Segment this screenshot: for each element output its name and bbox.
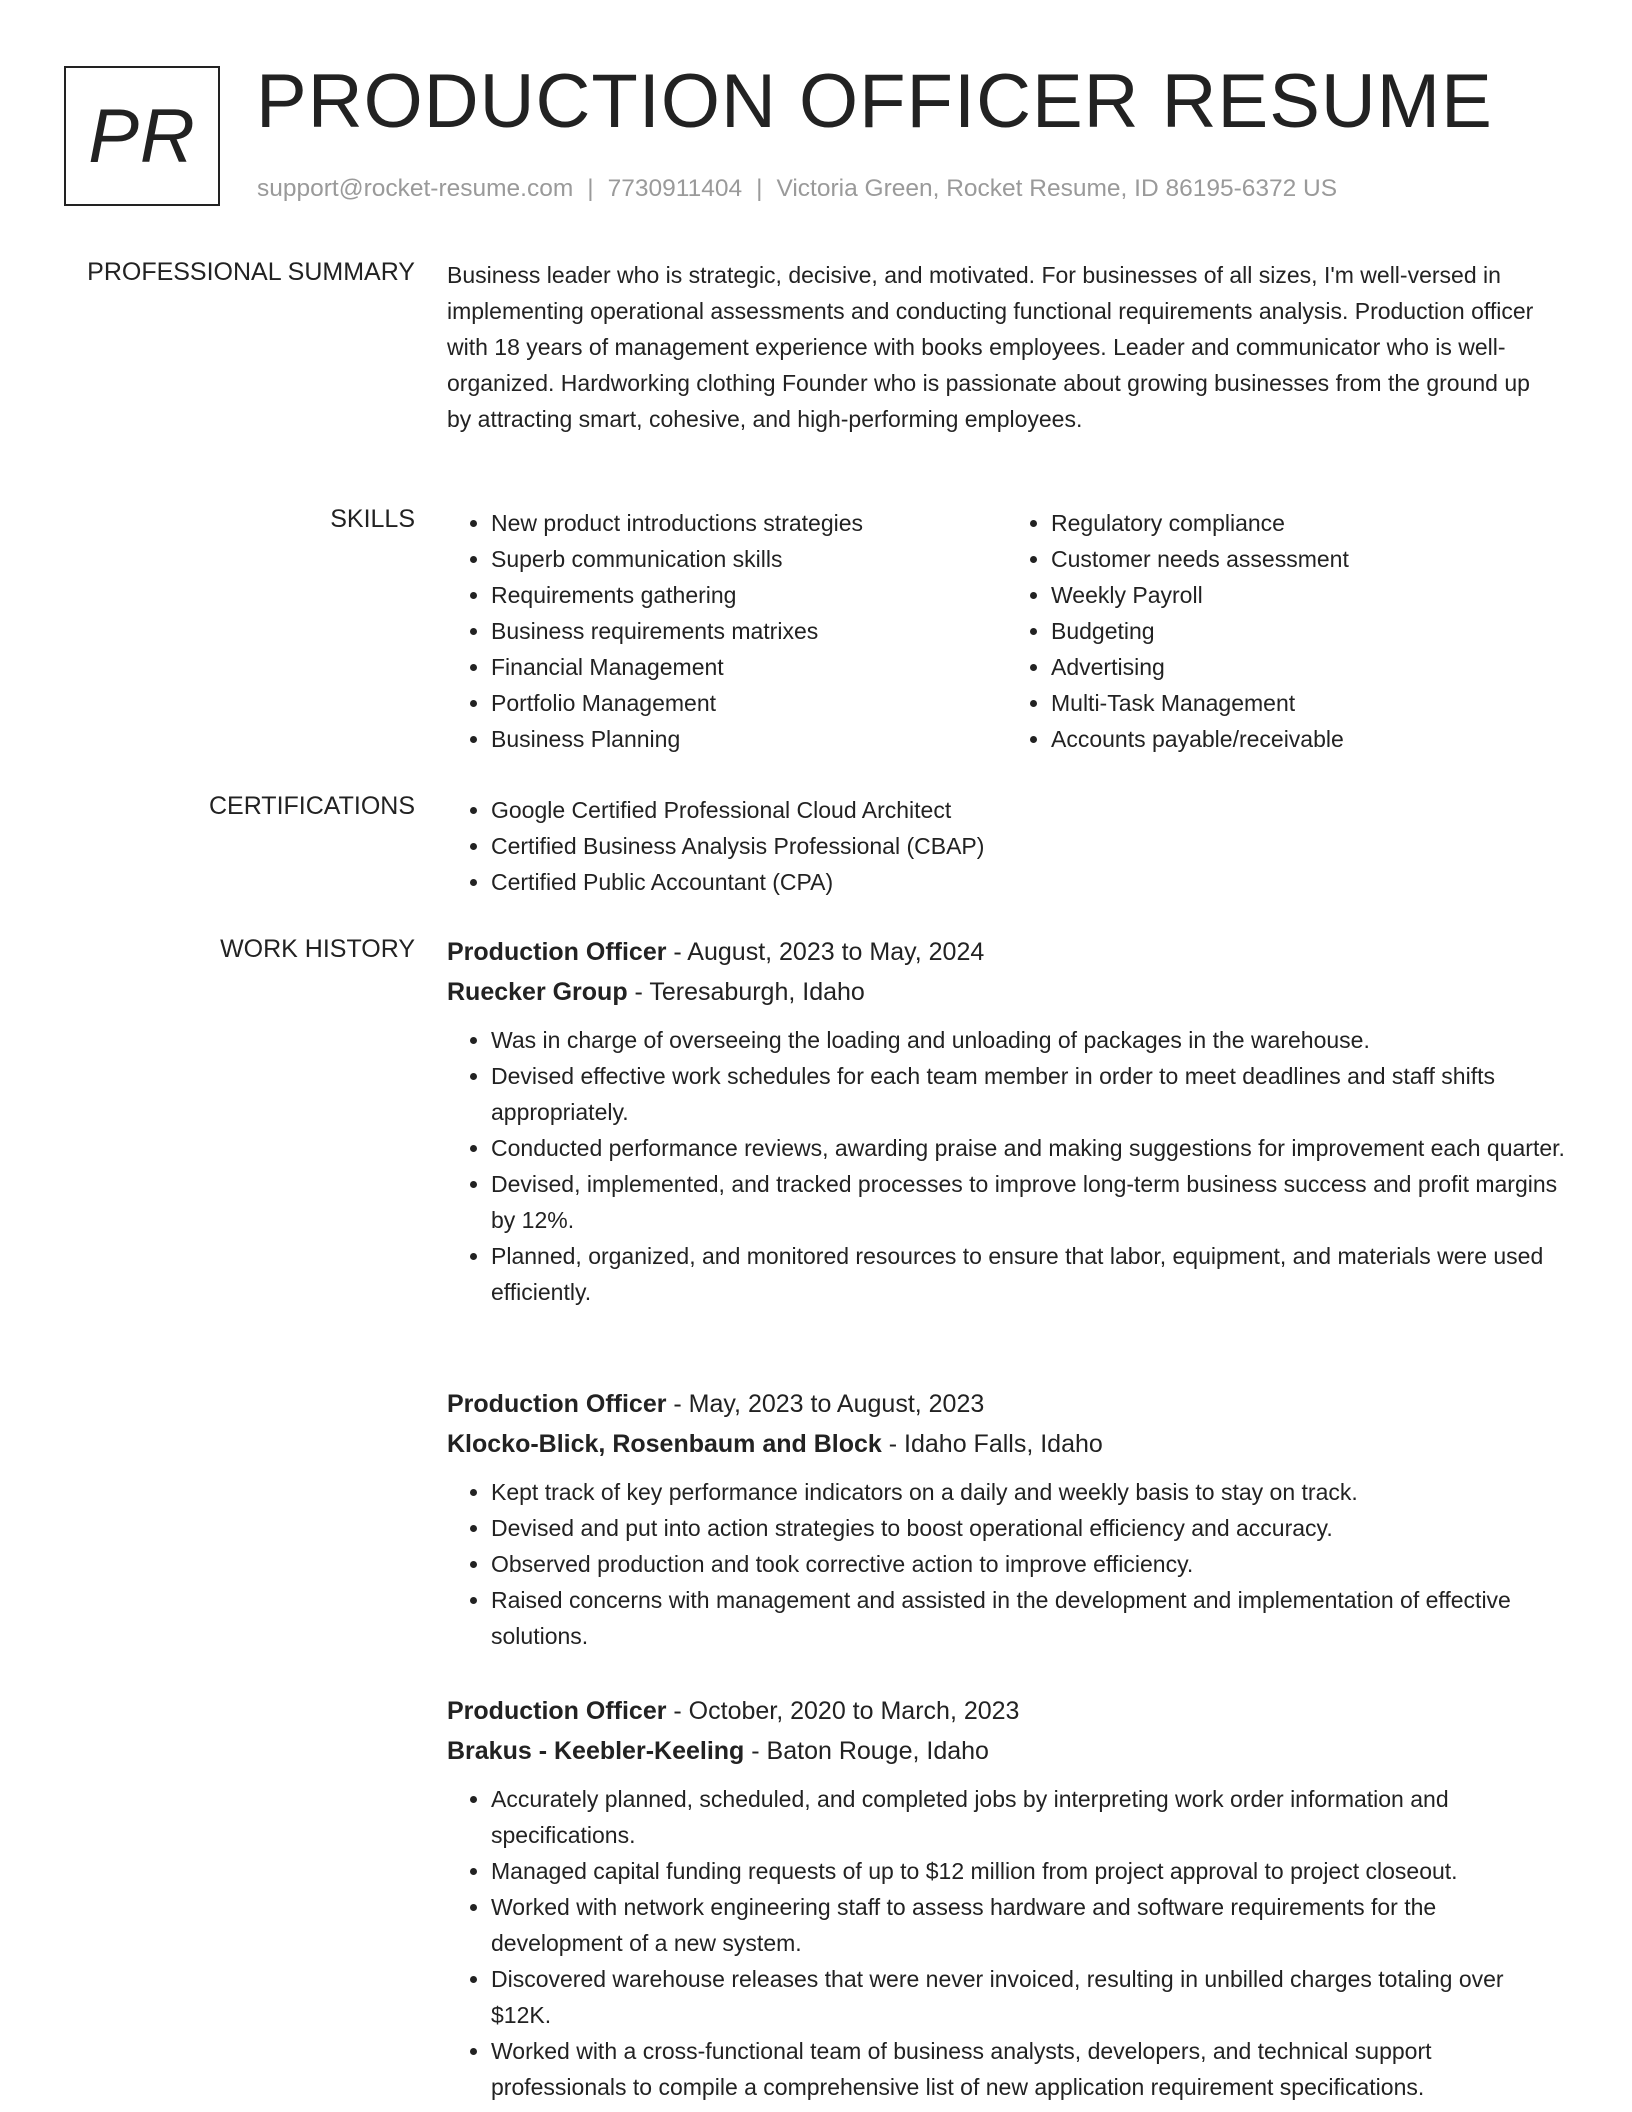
job-bullets: [447, 1781, 1567, 2105]
certification-item: • Certified Public Accountant (CPA): [491, 864, 1567, 900]
job-bullet: • Observed production and took corrective action to improve efficiency.: [491, 1546, 1567, 1582]
skill-item: • Customer needs assessment: [1051, 541, 1567, 577]
skill-item: • Multi-Task Management: [1051, 685, 1567, 721]
contact-email: support@rocket-resume.com: [257, 175, 574, 202]
certification-item: • Certified Business Analysis Professional (CBAP): [491, 828, 1567, 864]
skills-list-left: [447, 505, 1007, 757]
certifications-section: [447, 792, 1567, 900]
monogram-box: [64, 66, 220, 206]
job-title-line: [447, 1384, 1567, 1424]
job-dates: - August, 2023 to May, 2024: [666, 938, 985, 966]
certification-item: • Google Certified Professional Cloud Architect: [491, 792, 1567, 828]
skill-item: • Weekly Payroll: [1051, 577, 1567, 613]
section-label-skills: SKILLS: [330, 505, 415, 533]
job-company: Ruecker Group: [447, 978, 628, 1006]
job-dates: - May, 2023 to August, 2023: [666, 1390, 985, 1418]
job-bullet: • Worked with network engineering staff to assess hardware and software requirements for the development of a new system.: [491, 1889, 1567, 1961]
job-bullet: • Devised, implemented, and tracked processes to improve long-term business success and profit margins by 12%.: [491, 1166, 1567, 1238]
job-location: - Idaho Falls, Idaho: [881, 1430, 1103, 1458]
job-title-line: [447, 1691, 1567, 1731]
certifications-list: [447, 792, 1567, 900]
job-bullets: [447, 1474, 1567, 1654]
job-company: Brakus - Keebler-Keeling: [447, 1737, 745, 1765]
job-title: Production Officer: [447, 938, 667, 966]
job-bullet: • Accurately planned, scheduled, and completed jobs by interpreting work order information and specifications.: [491, 1781, 1567, 1853]
summary-section: [447, 257, 1557, 437]
job-title-line: [447, 932, 1567, 972]
contact-line: [257, 175, 1337, 203]
skill-item: • Financial Management: [491, 649, 1007, 685]
job-title: Production Officer: [447, 1390, 667, 1418]
skill-item: • Business Planning: [491, 721, 1007, 757]
skills-section: [447, 505, 1567, 757]
contact-phone: 7730911404: [607, 175, 743, 202]
skills-list-right: [1007, 505, 1567, 757]
resume-title: PRODUCTION OFFICER RESUME: [256, 59, 1493, 144]
job-entry: [447, 932, 1567, 1310]
job-company-line: [447, 972, 1567, 1012]
job-bullet: • Raised concerns with management and assisted in the development and implementation of effective solutions.: [491, 1582, 1567, 1654]
job-bullets: [447, 1022, 1567, 1310]
skill-item: • Accounts payable/receivable: [1051, 721, 1567, 757]
skill-item: • Business requirements matrixes: [491, 613, 1007, 649]
summary-text: Business leader who is strategic, decisive, and motivated. For businesses of all sizes, I'm well-versed in implementing operational assessments and conducting functional requirements analysis. Production officer with 18 years of management experience with books employees. Leader and communicator who is well-organized. Hardworking clothing Founder who is passionate about growing businesses from the ground up by attracting smart, cohesive, and high-performing employees.: [447, 262, 1534, 432]
job-title: Production Officer: [447, 1697, 667, 1725]
job-entry: [447, 1691, 1567, 2105]
job-company: Klocko-Blick, Rosenbaum and Block: [447, 1430, 882, 1458]
job-company-line: [447, 1424, 1567, 1464]
job-location: - Baton Rouge, Idaho: [744, 1737, 989, 1765]
job-location: - Teresaburgh, Idaho: [627, 978, 865, 1006]
job-bullet: • Worked with a cross-functional team of business analysts, developers, and technical support professionals to compile a comprehensive list of new application requirement specifications.: [491, 2033, 1567, 2105]
section-label-work-history: WORK HISTORY: [220, 935, 415, 963]
job-bullet: • Conducted performance reviews, awarding praise and making suggestions for improvement each quarter.: [491, 1130, 1567, 1166]
contact-separator: |: [587, 175, 594, 202]
skill-item: • Advertising: [1051, 649, 1567, 685]
section-label-certifications: CERTIFICATIONS: [208, 792, 415, 820]
job-bullet: • Devised effective work schedules for each team member in order to meet deadlines and staff shifts appropriately.: [491, 1058, 1567, 1130]
skill-item: • Requirements gathering: [491, 577, 1007, 613]
skill-item: • Regulatory compliance: [1051, 505, 1567, 541]
job-bullet: • Discovered warehouse releases that were never invoiced, resulting in unbilled charges totaling over $12K.: [491, 1961, 1567, 2033]
job-dates: - October, 2020 to March, 2023: [666, 1697, 1020, 1725]
contact-separator: |: [756, 175, 763, 202]
job-bullet: • Managed capital funding requests of up to $12 million from project approval to project closeout.: [491, 1853, 1567, 1889]
section-label-summary: PROFESSIONAL SUMMARY: [87, 258, 415, 286]
monogram-initials: PR: [88, 93, 196, 179]
skill-item: • Superb communication skills: [491, 541, 1007, 577]
job-company-line: [447, 1731, 1567, 1771]
job-bullet: • Devised and put into action strategies to boost operational efficiency and accuracy.: [491, 1510, 1567, 1546]
job-entry: [447, 1384, 1567, 1654]
skill-item: • Portfolio Management: [491, 685, 1007, 721]
job-bullet: • Was in charge of overseeing the loading and unloading of packages in the warehouse.: [491, 1022, 1567, 1058]
skill-item: • Budgeting: [1051, 613, 1567, 649]
job-bullet: • Kept track of key performance indicators on a daily and weekly basis to stay on track.: [491, 1474, 1567, 1510]
skill-item: • New product introductions strategies: [491, 505, 1007, 541]
contact-address: Victoria Green, Rocket Resume, ID 86195-6372 US: [776, 175, 1338, 202]
job-bullet: • Planned, organized, and monitored resources to ensure that labor, equipment, and materials were used efficiently.: [491, 1238, 1567, 1310]
